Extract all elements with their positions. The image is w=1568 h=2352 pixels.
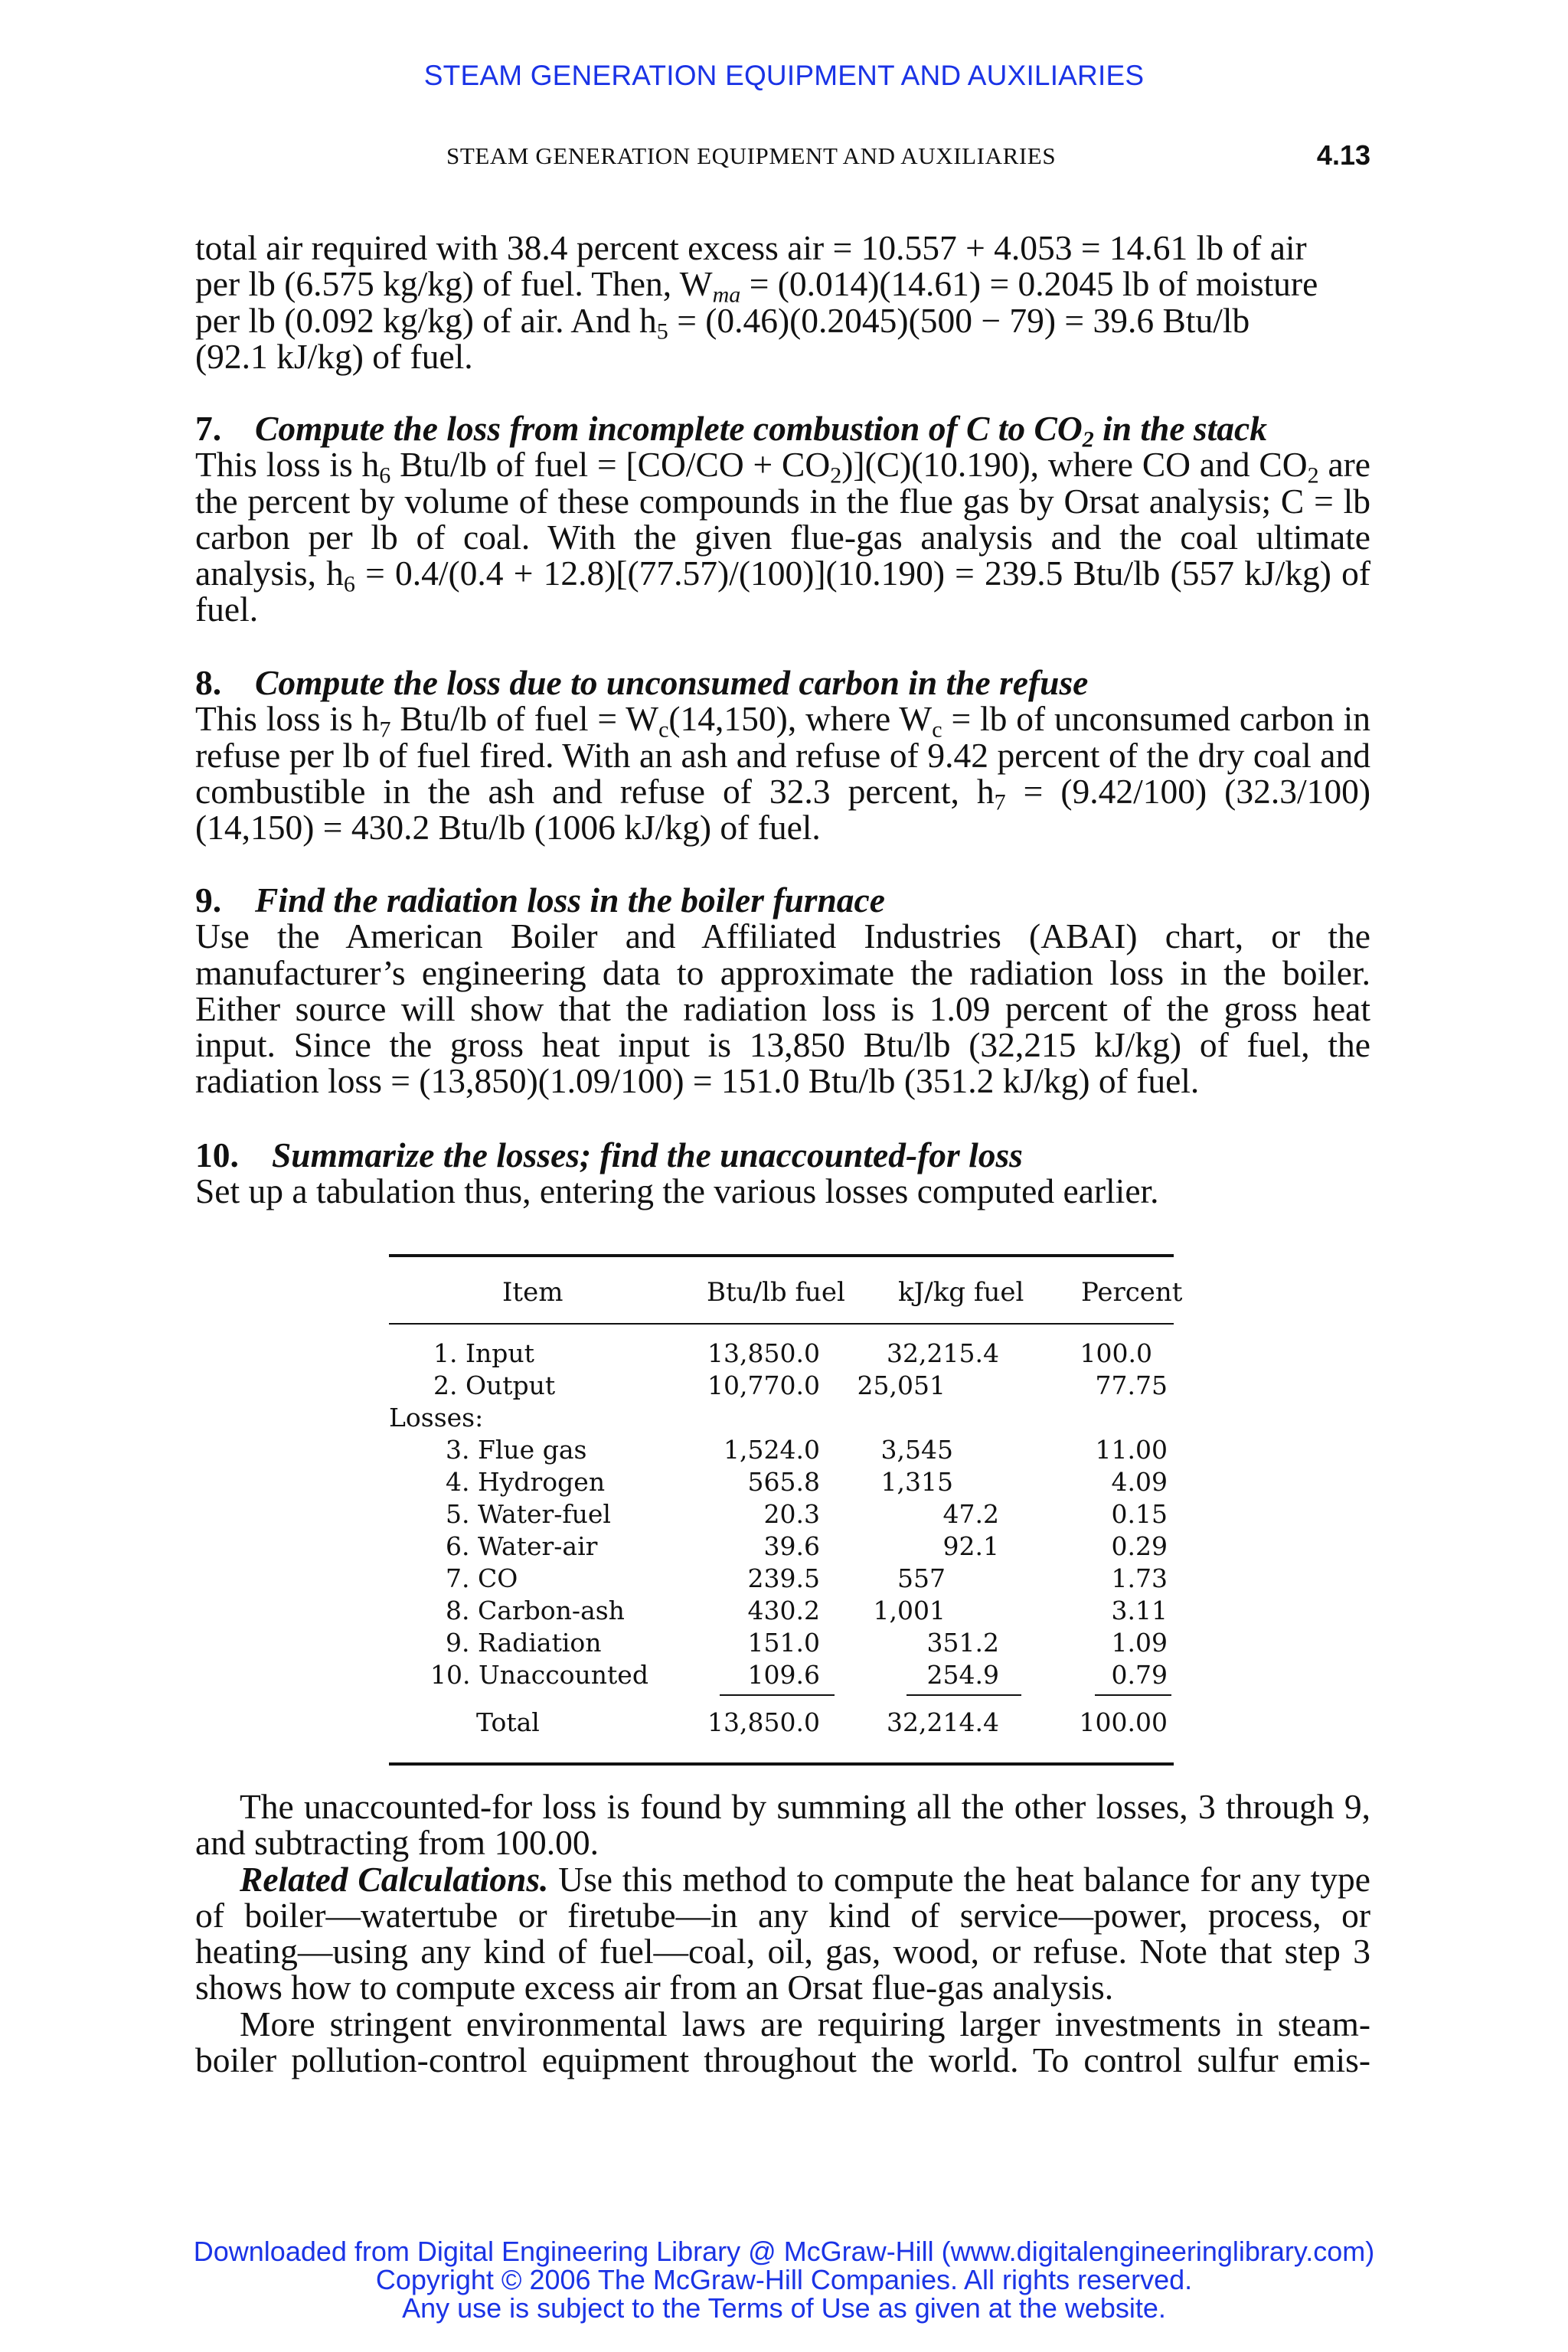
table-row: 5. Water-fuel 20.3 47.2 0.15	[446, 1499, 1168, 1529]
step-10-heading: 10. Summarize the losses; find the unaccounted-for loss	[195, 1135, 1023, 1174]
table-row-total: Total 13,850.0 32,214.4 100.00	[476, 1707, 1168, 1737]
related-calculations-paragraph: Related Calculations. Use this method to compute the heat balance for any type of boiler—watertube or firetube—in any kind of service—power, process, or heating—using any kind of fuel—coal, oil, gas, wood, or refuse. Note that step 3 shows how to compute excess air from an Orsat flue-gas analysis.	[195, 1859, 1370, 2007]
table-header-row	[389, 1257, 1183, 1323]
table-row: 9. Radiation 151.0 351.2 1.09	[446, 1628, 1168, 1658]
table-row: 2. Output 10,770.0 25,051 77.75	[433, 1370, 1168, 1400]
step-7	[195, 410, 1370, 628]
pct-subtotal-rule	[1095, 1694, 1171, 1696]
footer-line-2: Copyright © 2006 The McGraw-Hill Companies. All rights reserved.	[375, 2264, 1193, 2295]
download-notice	[0, 2237, 1568, 2322]
intro-line-4: (92.1 kJ/kg) of fuel.	[195, 336, 473, 376]
footer-line-3: Any use is subject to the Terms of Use as given at the website.	[402, 2292, 1166, 2324]
table-row: 6. Water-air 39.6 92.1 0.29	[446, 1531, 1168, 1561]
step-10-text: Set up a tabulation thus, entering the various losses computed earlier.	[195, 1171, 1159, 1211]
table-row: 1. Input 13,850.0 32,215.4 100.0	[433, 1338, 1152, 1368]
page-number: 4.13	[1316, 139, 1370, 171]
running-head: STEAM GENERATION EQUIPMENT AND AUXILIARIES	[446, 142, 1057, 169]
step-9-text: Use the American Boiler and Affiliated Industries (ABAI) chart, or the manufacturer’s engineering data to approximate the radiation loss in the boiler. Either source will show that the radiation loss is 1.09 percent of the gross heat input. Since the gross heat input is 13,850 Btu/lb (32,215 kJ/kg) of fuel, the radiation loss = (13,850)(1.09/100) = 151.0 Btu/lb (351.2 kJ/kg) of fuel.	[195, 916, 1370, 1101]
table-row: 7. CO 239.5 557 1.73	[446, 1563, 1168, 1593]
intro-line-3: per lb (0.092 kg/kg) of air. And $h_5 = (0.46)(0.2045)(500 - 79) = 39.6$ Btu/lb	[195, 300, 1250, 344]
closing-paragraphs	[195, 1788, 1370, 2078]
environmental-paragraph: More stringent environmental laws are requiring larger investments in steam-boiler pollution-control equipment throughout the world. To control sulfur emis-	[195, 2004, 1370, 2080]
step-8	[195, 663, 1370, 848]
step-10	[195, 1137, 1370, 1210]
table-row-losses-label: Losses:	[389, 1403, 484, 1432]
table-bottom-rule	[389, 1762, 1174, 1766]
table-body	[389, 1325, 1174, 1762]
header-btu: Btu/lb fuel	[707, 1277, 845, 1308]
table-row: 8. Carbon-ash 430.2 1,001 3.11	[446, 1596, 1168, 1625]
header-percent: Percent	[1081, 1277, 1183, 1308]
step-7-heading: 7. Compute the loss from incomplete combustion of C to $CO_2$ in the stack	[195, 409, 1267, 452]
header-item: Item	[502, 1277, 564, 1308]
table-row: 4. Hydrogen 565.8 1,315 4.09	[446, 1467, 1168, 1497]
intro-line-1: total air required with 38.4 percent excess air = 10.557 + 4.053 = 14.61 lb of air	[195, 228, 1307, 267]
intro-line-2: per lb (6.575 kg/kg) of fuel. Then, $W_{ma} = (0.014)(14.61) = 0.2045$ lb of moisture	[195, 264, 1318, 308]
header-kj: kJ/kg fuel	[898, 1277, 1024, 1308]
step-9-heading: 9. Find the radiation loss in the boiler furnace	[195, 880, 885, 920]
intro-paragraph	[195, 230, 1370, 374]
step-7-text: This loss is $h_6$ Btu/lb of fuel = $[CO/CO + CO_2)](C)(10.190)$, where CO and $CO_2$ are the percent by volume of these compounds in the flue gas by Orsat analysis; C = lb carbon per lb of coal. With the given flue-gas analysis and the coal ultimate analysis, $h_6 = 0.4/(0.4 + 12.8)[(77.57)/(100)](10.190) = 239.5$ Btu/lb (557 kJ/kg) of fuel.	[195, 445, 1371, 629]
heat-balance-table	[389, 1254, 1183, 1766]
step-8-text: This loss is $h_7$ Btu/lb of fuel = $W_c(14,150)$, where $W_c$ = lb of unconsumed carbon in refuse per lb of fuel fired. With an ash and refuse of 9.42 percent of the dry coal and combustible in the ash and refuse of 32.3 percent, $h_7 = (9.42/100) (32.3/100)(14,150) = 430.2$ Btu/lb (1006 kJ/kg) of fuel.	[195, 699, 1370, 848]
footer-line-1[interactable]: Downloaded from Digital Engineering Library @ McGraw-Hill (www.digitalengineeringlibrary.com)	[193, 2236, 1375, 2267]
table-row: 3. Flue gas 1,524.0 3,545 11.00	[446, 1435, 1168, 1465]
step-9	[195, 882, 1370, 1099]
table-row: 10. Unaccounted 109.6 254.9 0.79	[430, 1660, 1168, 1690]
step-8-heading: 8. Compute the loss due to unconsumed carbon in the refuse	[195, 663, 1089, 702]
btu-subtotal-rule	[720, 1694, 835, 1696]
unaccounted-paragraph: The unaccounted-for loss is found by summing all the other losses, 3 through 9, and subtracting from 100.00.	[195, 1787, 1370, 1863]
kj-subtotal-rule	[906, 1694, 1021, 1696]
site-banner-title: STEAM GENERATION EQUIPMENT AND AUXILIARIES	[423, 60, 1145, 91]
